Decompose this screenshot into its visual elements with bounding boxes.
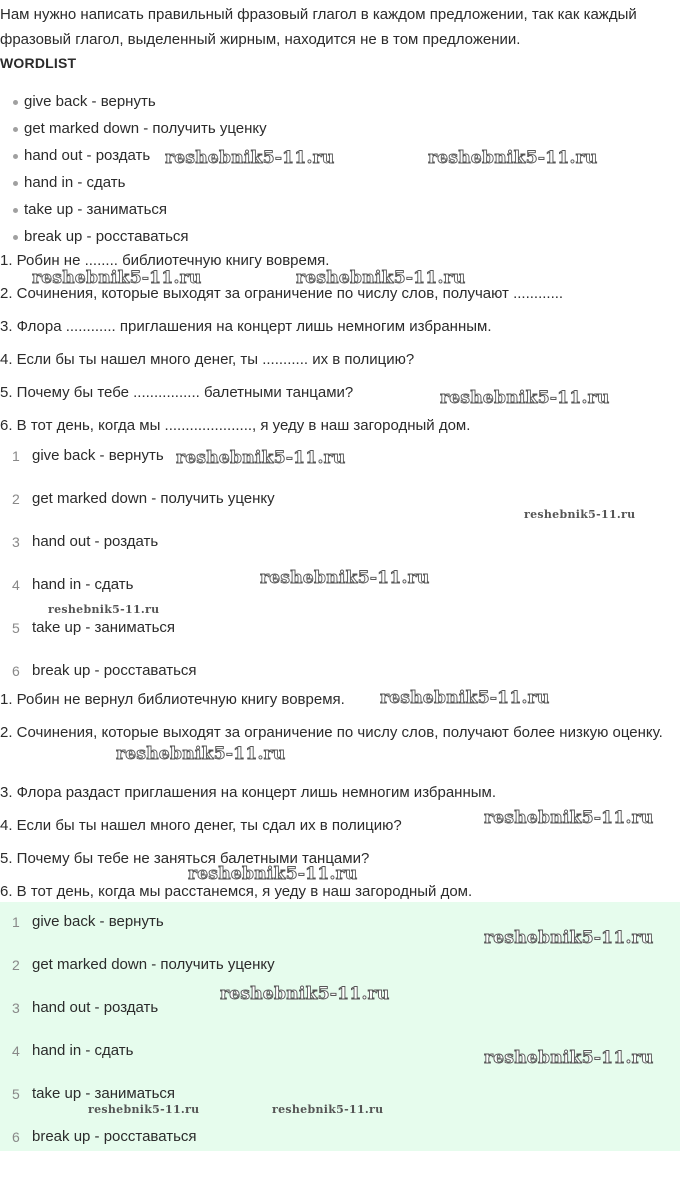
- watermark: reshebnik5-11.ru: [220, 984, 390, 1004]
- item-text: get marked down - получить уценку: [32, 490, 275, 507]
- watermark: reshebnik5-11.ru: [165, 148, 335, 168]
- watermark: reshebnik5-11.ru: [380, 688, 550, 708]
- answer-sentence: 1. Робин не вернул библиотечную книгу вовремя.: [0, 691, 345, 708]
- watermark: reshebnik5-11.ru: [484, 808, 654, 828]
- answer-sentence: 3. Флора раздаст приглашения на концерт лишь немногим избранным.: [0, 784, 497, 801]
- item-number: 1: [12, 914, 20, 930]
- wordlist-item: hand out - роздать: [0, 144, 680, 171]
- exercise-sentence: 3. Флора ............ приглашения на концерт лишь немногим избранным.: [0, 318, 492, 335]
- exercise-sentence: 4. Если бы ты нашел много денег, ты ........... их в полицию?: [0, 351, 415, 368]
- item-text: give back - вернуть: [32, 447, 164, 464]
- bullet-icon: [13, 235, 18, 240]
- item-number: 6: [12, 1129, 20, 1145]
- watermark: reshebnik5-11.ru: [484, 928, 654, 948]
- watermark: reshebnik5-11.ru: [440, 388, 610, 408]
- watermark: reshebnik5-11.ru: [32, 268, 202, 288]
- watermark: reshebnik5-11.ru: [188, 864, 358, 884]
- bullet-icon: [13, 154, 18, 159]
- watermark: reshebnik5-11.ru: [88, 1103, 200, 1116]
- item-text: break up - росставаться: [32, 662, 197, 679]
- item-number: 4: [12, 1043, 20, 1059]
- watermark: reshebnik5-11.ru: [484, 1048, 654, 1068]
- intro-paragraph: Нам нужно написать правильный фразовый глагол в каждом предложении, так как каждый фразовый глагол, выделенный жирным, находится не в том предложении.: [0, 6, 637, 48]
- list-item: [0, 1125, 680, 1168]
- watermark: reshebnik5-11.ru: [116, 744, 286, 764]
- list-item: [0, 616, 680, 659]
- watermark: reshebnik5-11.ru: [260, 568, 430, 588]
- watermark: reshebnik5-11.ru: [524, 508, 636, 521]
- watermark: reshebnik5-11.ru: [176, 448, 346, 468]
- item-number: 3: [12, 1000, 20, 1016]
- wordlist-item: take up - заниматься: [0, 198, 680, 225]
- watermark: reshebnik5-11.ru: [428, 148, 598, 168]
- watermark: reshebnik5-11.ru: [272, 1103, 384, 1116]
- exercise-sentence: 1. Робин не ........ библиотечную книгу вовремя.: [0, 252, 330, 269]
- item-text: get marked down - получить уценку: [32, 956, 275, 973]
- item-text: hand out - роздать: [32, 533, 159, 550]
- item-text: hand in - сдать: [32, 576, 134, 593]
- wordlist: [0, 90, 680, 252]
- item-text: break up - росставаться: [32, 1128, 197, 1145]
- item-text: take up - заниматься: [32, 619, 176, 636]
- wordlist-item: hand in - сдать: [0, 171, 680, 198]
- watermark: reshebnik5-11.ru: [296, 268, 466, 288]
- item-number: 2: [12, 491, 20, 507]
- answer-sentence: 5. Почему бы тебе не заняться балетными танцами?: [0, 850, 370, 867]
- list-item: [0, 530, 680, 573]
- item-number: 6: [12, 663, 20, 679]
- wordlist-item: give back - вернуть: [0, 90, 680, 117]
- watermark: reshebnik5-11.ru: [48, 603, 160, 616]
- item-text: hand in - сдать: [32, 1042, 134, 1059]
- item-number: 2: [12, 957, 20, 973]
- answer-sentence: 4. Если бы ты нашел много денег, ты сдал их в полицию?: [0, 817, 402, 834]
- bullet-icon: [13, 208, 18, 213]
- item-number: 4: [12, 577, 20, 593]
- bullet-icon: [13, 181, 18, 186]
- exercise-sentence: 6. В тот день, когда мы ....................., я уеду в наш загородный дом.: [0, 417, 471, 434]
- item-number: 1: [12, 448, 20, 464]
- item-number: 5: [12, 620, 20, 636]
- numbered-wordlist-highlighted: [0, 910, 680, 1168]
- wordlist-item: break up - росставаться: [0, 225, 680, 252]
- wordlist-heading: WORDLIST: [0, 55, 77, 71]
- item-text: hand out - роздать: [32, 999, 159, 1016]
- item-text: give back - вернуть: [32, 913, 164, 930]
- item-text: take up - заниматься: [32, 1085, 176, 1102]
- exercise-sentence: 5. Почему бы тебе ................ балетными танцами?: [0, 384, 354, 401]
- answer-sentence: 6. В тот день, когда мы расстанемся, я уеду в наш загородный дом.: [0, 883, 473, 900]
- wordlist-item: get marked down - получить уценку: [0, 117, 680, 144]
- item-number: 3: [12, 534, 20, 550]
- bullet-icon: [13, 127, 18, 132]
- item-number: 5: [12, 1086, 20, 1102]
- bullet-icon: [13, 100, 18, 105]
- answer-sentence: 2. Сочинения, которые выходят за ограничение по числу слов, получают более низкую оценку.: [0, 724, 663, 741]
- exercise-sentence: 2. Сочинения, которые выходят за ограничение по числу слов, получают ............: [0, 285, 564, 302]
